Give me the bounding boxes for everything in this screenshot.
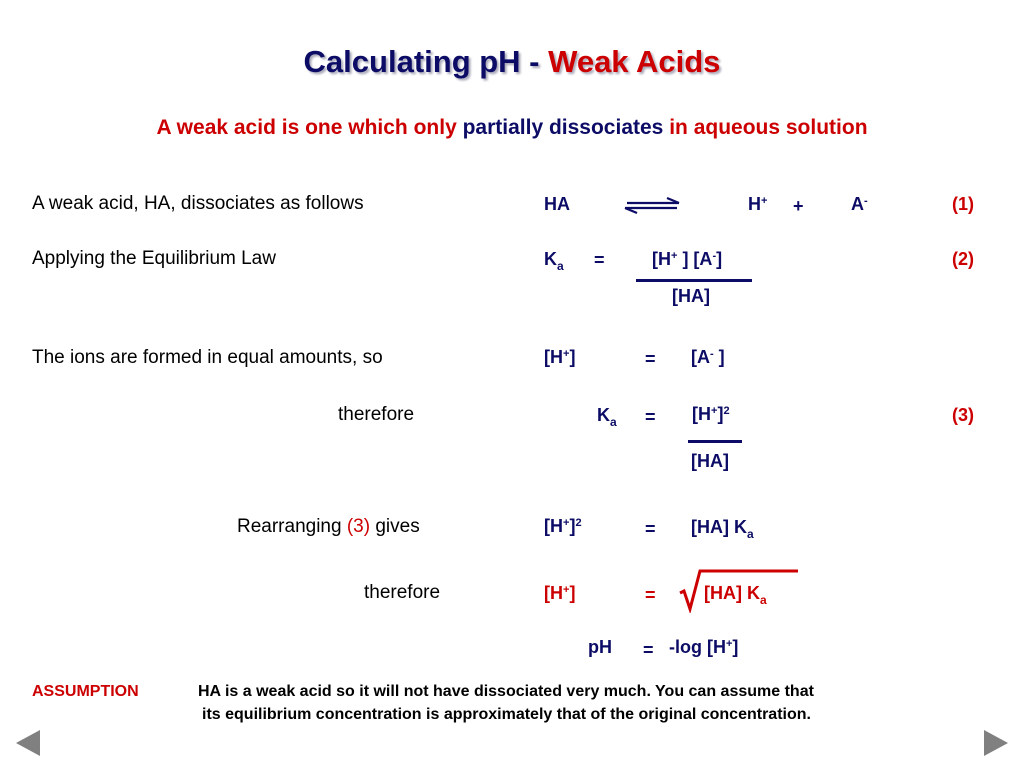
row2-ka: $K_a$ [544,249,564,273]
row4-ka: $K_a$ [597,405,617,429]
row2-label: Applying the Equilibrium Law [32,248,276,269]
row1-label: A weak acid, HA, dissociates as follows [32,193,364,214]
title-part-2: Weak Acids [548,44,721,79]
row2-numerator: [H+ ] [A-] [652,249,723,269]
assumption-line-1: HA is a weak acid so it will not have dissociated very much. You can assume that [198,683,814,700]
row1-lhs: HA [544,194,570,214]
row2-equals: = [594,250,605,270]
row3-lhs: [H+] [544,347,576,367]
row3-equals: = [645,349,656,369]
row7-lhs: pH [588,637,612,657]
row1-a-ion: A- [851,194,868,214]
row6-label: therefore [364,582,441,603]
subtitle-part-3: in aqueous solution [663,116,868,139]
slide-title [0,44,1024,80]
row2-denominator: [HA] [672,286,710,306]
subtitle-part-2: partially dissociates [462,116,664,139]
row3-label: The ions are formed in equal amounts, so [32,347,383,368]
row7-rhs: -log [H+] [669,637,739,657]
row4-denominator: [HA] [691,451,729,471]
title-part-1: Calculating pH - [303,44,549,79]
row4-label: therefore [338,404,415,425]
row1-plus: + [793,196,804,216]
equation-number-3: (3) [952,405,974,425]
row4-equals: = [645,407,656,427]
previous-slide-icon[interactable] [16,730,40,756]
row6-lhs: [H+] [544,583,576,603]
next-slide-icon[interactable] [984,730,1008,756]
assumption-label: ASSUMPTION [32,683,139,700]
row6-equals: = [645,585,656,605]
subtitle-part-1: A weak acid is one which only [156,116,463,139]
equation-number-2: (2) [952,249,974,269]
row6-rhs: [HA] $K_a$ [704,583,767,607]
row5-rhs: [HA] $K_a$ [691,517,754,541]
slide-subtitle [0,116,1024,140]
row7-equals: = [643,640,654,660]
row2-fraction-bar [636,279,752,282]
row5-lhs: $[H^+]^2$ [544,516,582,536]
row5-equals: = [645,519,656,539]
row5-label: Rearranging (3) gives [237,516,420,537]
equation-number-1: (1) [952,194,974,214]
row4-fraction-bar [688,440,742,443]
row3-rhs: [A- ] [691,347,725,367]
row1-h-ion: H+ [748,194,768,214]
assumption-line-2: its equilibrium concentration is approximately that of the original concentration. [202,706,811,723]
equilibrium-arrow-icon [623,197,681,215]
row4-numerator: $[H^+]^2$ [692,404,730,424]
